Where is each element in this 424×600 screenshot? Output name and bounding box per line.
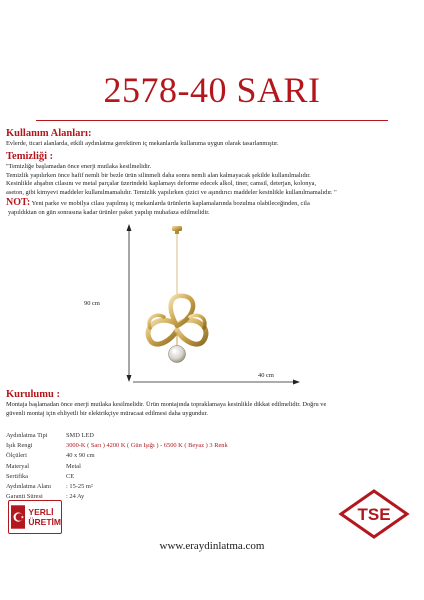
tse-text: TSE [357,505,391,524]
spec-key: Aydınlatma Tipi [6,432,48,439]
installation-line: güvenli montaj için ehliyetli bir elektrikçiye müracaat edilmesi daha uygundur. [6,409,208,417]
spec-row [6,472,422,482]
title-divider [36,120,388,121]
usage-heading: Kullanım Alanları: [6,128,92,139]
installation-heading: Kurulumu : [6,389,60,400]
spec-row [6,431,422,441]
usage-text: Evlerde, ticari alanlarda, etkili aydınlatma gerektiren iç mekanlarda kullanıma uygun olarak tasarlanmıştır. [6,140,279,147]
spec-key: Aydınlatma Alanı [6,483,52,491]
cleaning-line: aseton, gibi kimyevi maddeler kullanılmamalıdır. Temizlik yapılırken çizici ve aşındırıcı maddeler kesinlikle kullanılmamalıdır. " [6,188,337,196]
height-label: 90 cm [84,300,100,307]
spec-key: Garanti Süresi [6,493,43,501]
spec-row [6,441,422,451]
cleaning-heading: Temizliği : [6,151,54,162]
note-line: Yeni parke ve mobilya cilası yapılmış iç mekanlarda ürünlerin kaplamalarında bozulma olabileceğinden, cila [31,200,310,207]
note-block [6,199,422,217]
website-url: www.eraydinlatma.com [159,540,265,552]
spec-value: 40 x 90 cm [66,452,95,460]
spec-row [6,451,422,461]
spec-value: : 24 Ay [66,493,85,501]
width-dimension-line [133,380,300,385]
installation-text [6,401,422,418]
turkish-flag-icon [11,504,25,530]
spec-key: Ölçüleri [6,452,27,460]
spec-key: Materyal [6,462,30,470]
spec-row [6,462,422,472]
product-illustration [0,222,424,390]
cleaning-line: "Temizliğe başlamadan önce enerji mutlaka kesilmelidir. [6,163,152,170]
spec-value: Metal [66,462,81,470]
ceiling-canopy [172,226,182,234]
badge-line: YERLİ [28,507,54,517]
installation-line: Montaja başlamadan önce enerji mutlaka kesilmelidir. Ürün montajında topraklamaya kesinlikle dikkat edilmelidir. Doğru ve [6,401,327,408]
cleaning-line: Kesinlikle ahşabın cilasını ve metal parçalar üzerindeki kaplamayı deforme edecek alkol, tiner, camsil, deterjan, kolonya, [6,180,317,188]
cleaning-text [6,163,422,197]
spec-value: : 15-25 m² [66,483,93,491]
note-line: yapıldıktan on gün sonrasına kadar ürünler paket yapılıp muhafaza edilmelidir. [8,208,210,216]
tse-logo [338,488,410,540]
note-label: NOT: [6,197,31,208]
product-title: 2578-40 SARI [103,70,321,110]
spec-value: 3000-K ( Sarı ) 4200 K ( Gün Işığı ) - 6500 K ( Beyaz ) 3 Renk [66,442,228,450]
spec-value: SMD LED [66,432,94,439]
spec-key: Işık Rengi [6,442,33,450]
spec-value: CE [66,472,75,480]
badge-line: ÜRETİM [28,517,61,527]
height-dimension-line [127,224,132,382]
width-label: 40 cm [258,372,274,379]
yerli-uretim-badge [8,500,62,534]
cleaning-line: Temizlik yapılırken önce hafif nemli bir bezle ürün silinmeli daha sonra nemli alan kalmayacak şekilde kullanılmalıdır. [6,171,311,179]
spec-key: Sertifika [6,472,29,480]
